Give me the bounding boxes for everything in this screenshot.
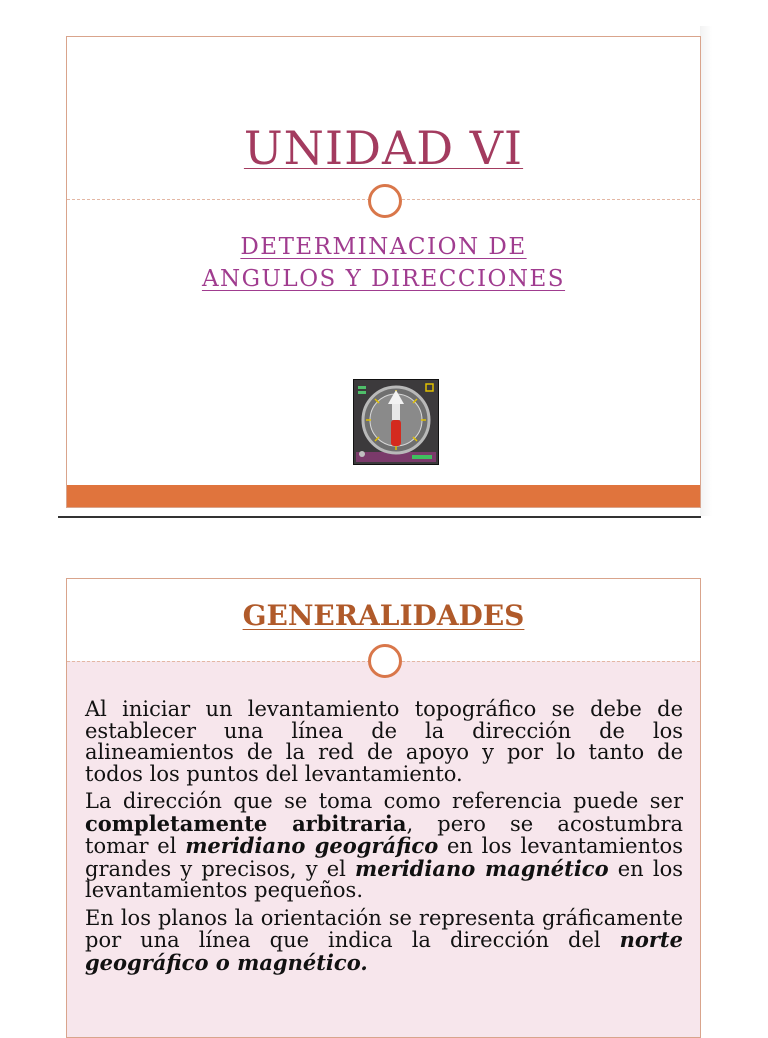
emphasis-text: norte geográfico o magnético.: [85, 927, 683, 975]
footer-bar: [67, 485, 700, 507]
paragraph: [85, 699, 683, 785]
content-slide: [66, 578, 701, 1038]
subtitle-line-1: DETERMINACION DE: [240, 234, 527, 260]
text-run: en los levantamientos grandes y precisos, y el: [85, 834, 683, 881]
title-slide: [66, 36, 701, 508]
text-run: en los levantamientos pequeños.: [85, 856, 683, 902]
slide-title: UNIDAD VI: [243, 121, 524, 175]
compass-graphic: [354, 380, 438, 464]
text-run: Al iniciar un levantamiento topográfico se debe de establecer una línea de la dirección de los alineamientos de la red de apoyo y por lo tanto de todos los puntos del levantamiento.: [85, 697, 683, 786]
page-separator: [58, 516, 701, 518]
emphasis-text: completamente arbitraria: [85, 810, 407, 836]
circle-ornament: [368, 644, 402, 678]
emphasis-text: meridiano magnético: [355, 855, 609, 881]
circle-ornament: [368, 184, 402, 218]
paragraph: [85, 905, 683, 975]
slide-subtitle: [67, 231, 700, 295]
emphasis-text: meridiano geográfico: [185, 833, 439, 858]
paragraph: [85, 791, 683, 902]
compass-icon: [353, 379, 439, 465]
subtitle-line-2: ANGULOS Y DIRECCIONES: [201, 266, 566, 292]
text-run: La dirección que se toma como referencia puede ser: [85, 789, 683, 813]
text-run: En los planos la orientación se representa gráficamente por una línea que indica la dirección del: [85, 905, 683, 952]
body-text: [85, 699, 683, 980]
slide-body: [67, 661, 700, 1037]
section-title: GENERALIDADES: [242, 599, 525, 632]
slide-shadow: [700, 26, 712, 516]
text-run: , pero se acostumbra tomar el: [85, 811, 683, 858]
